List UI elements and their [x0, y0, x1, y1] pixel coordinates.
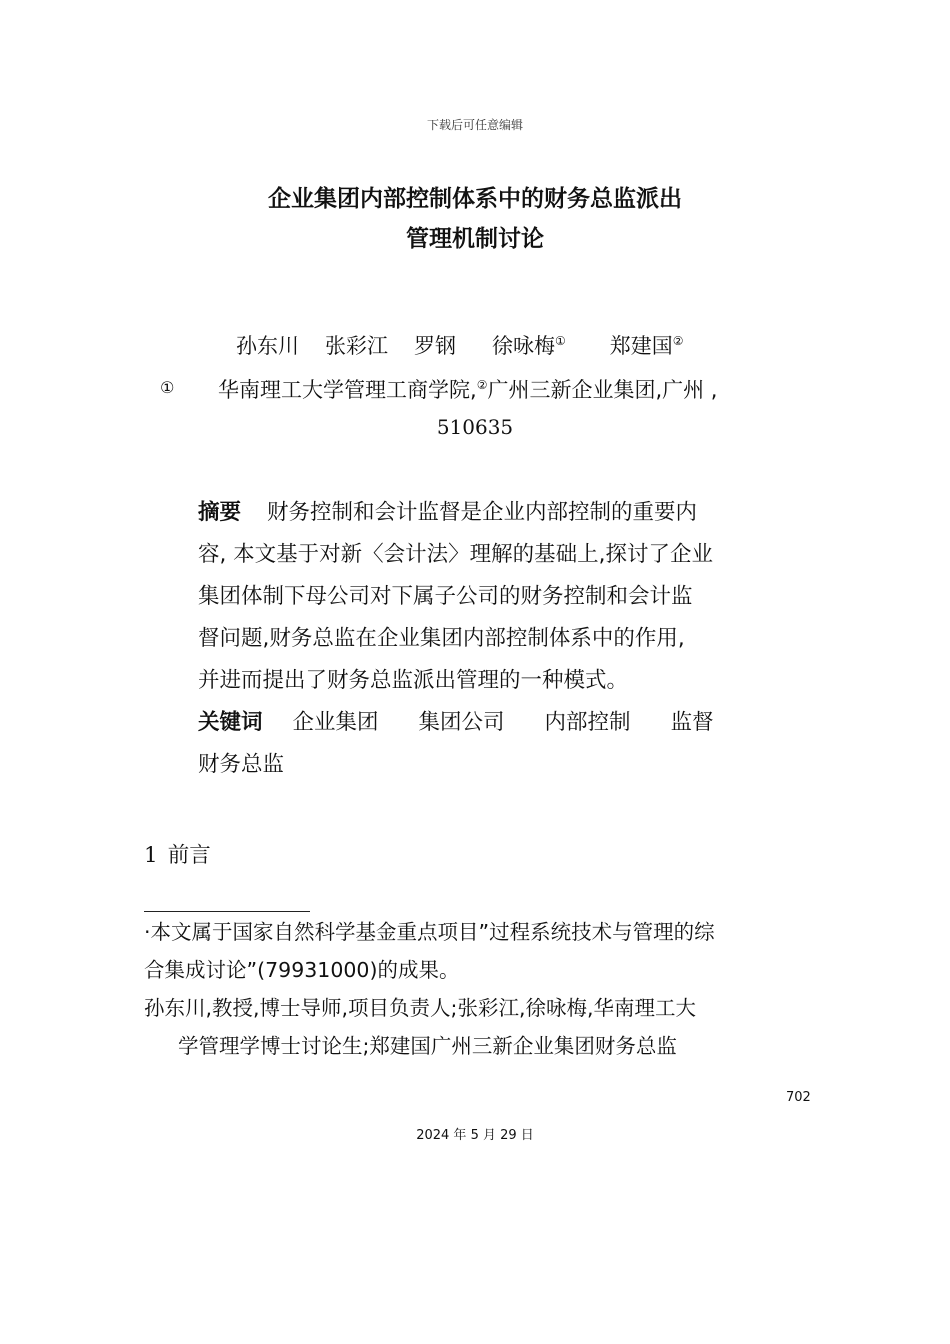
- keyword-5: 财务总监: [198, 752, 285, 777]
- abstract-line-2: 容, 本文基于对新〈会计法〉理解的基础上,探讨了企业: [198, 542, 714, 567]
- abstract-line-4: 督问题,财务总监在企业集团内部控制体系中的作用,: [198, 626, 685, 651]
- footnote-1-line-2: 合集成讨论”(79931000)的成果。: [144, 958, 460, 982]
- abstract-label: 摘要: [198, 500, 242, 525]
- author-list: [236, 330, 684, 360]
- affiliation-text-1: 华南理工大学管理工商学院,: [218, 378, 477, 402]
- keyword-4: 监督: [670, 710, 714, 735]
- section-heading: [144, 838, 211, 869]
- author-2: 张彩江: [325, 334, 388, 358]
- keywords-line: [198, 708, 714, 738]
- keywords-label: 关键词: [198, 710, 263, 735]
- keyword-2: 集团公司: [418, 710, 505, 735]
- affiliation-zip: 510635: [436, 415, 514, 439]
- affiliation-mark-1: ①: [160, 378, 175, 397]
- author-1: 孙东川: [236, 334, 299, 358]
- paper-title-line-2: 管理机制讨论: [406, 226, 544, 252]
- footnote-2-line-1: 孙东川,教授,博士导师,项目负责人;张彩江,徐咏梅,华南理工大: [144, 996, 696, 1020]
- page-number: 702: [786, 1090, 811, 1105]
- paper-title-line-1: 企业集团内部控制体系中的财务总监派出: [268, 186, 682, 212]
- footnote-2-line-2: 学管理学博士讨论生;郑建国广州三新企业集团财务总监: [178, 1034, 677, 1058]
- header-note: 下载后可任意编辑: [426, 118, 523, 132]
- affiliation-text-2: 广州三新企业集团,广州 ,: [487, 378, 718, 402]
- abstract-line-3: 集团体制下母公司对下属子公司的财务控制和会计监: [198, 584, 693, 609]
- author-5: 郑建国: [609, 334, 673, 358]
- author-5-mark: ②: [672, 334, 684, 348]
- author-4: 徐咏梅: [492, 334, 555, 358]
- keyword-3: 内部控制: [544, 710, 631, 735]
- footer-date: 2024 年 5 月 29 日: [416, 1128, 534, 1143]
- abstract-text-1: 财务控制和会计监督是企业内部控制的重要内: [267, 500, 698, 525]
- section-number: 1: [144, 843, 158, 868]
- affiliation-mark-2: ②: [476, 378, 488, 392]
- footnote-1-line-1: ·本文属于国家自然科学基金重点项目”过程系统技术与管理的综: [144, 920, 715, 944]
- author-3: 罗钢: [414, 334, 456, 358]
- abstract-line-5: 并进而提出了财务总监派出管理的一种模式。: [198, 668, 629, 693]
- keyword-1: 企业集团: [292, 710, 379, 735]
- abstract-line-1: [198, 498, 697, 528]
- section-title: 前言: [167, 843, 211, 868]
- footnote-divider: [144, 911, 310, 912]
- author-4-mark: ①: [555, 334, 566, 348]
